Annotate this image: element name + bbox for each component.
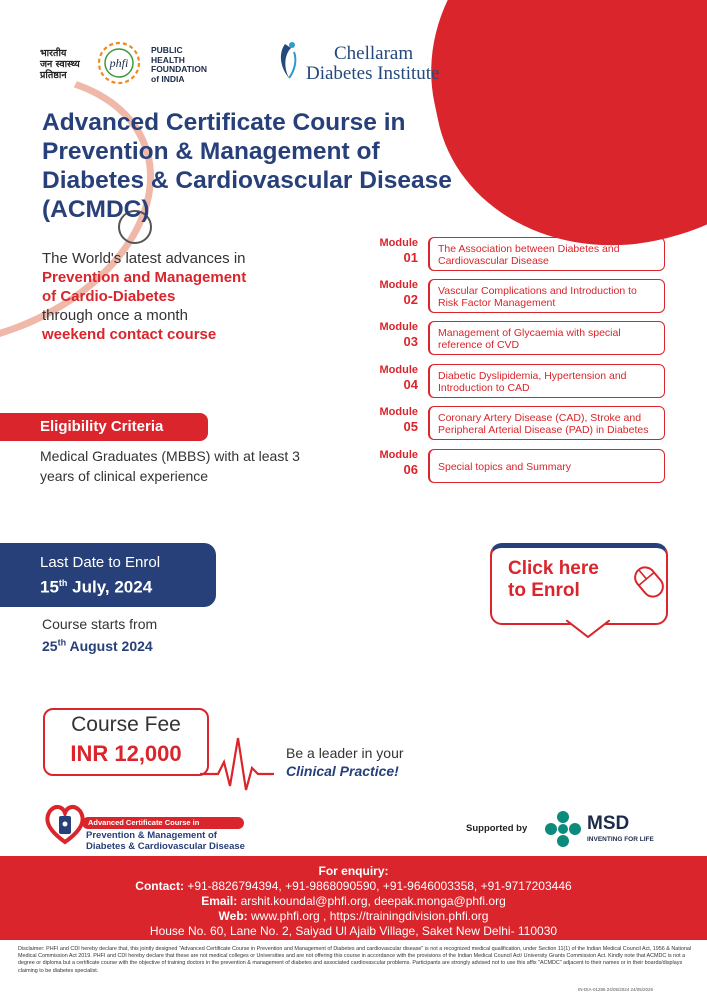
course-title: Advanced Certificate Course in Prevention & Management of Diabetes & Cardiovascular Disease (ACMDC) xyxy=(42,109,452,223)
module-label: Module 02 xyxy=(379,279,418,307)
last-date-banner: Last Date to Enrol 15th July, 2024 xyxy=(0,543,216,607)
module-label: Module 03 xyxy=(379,321,418,349)
course-start-date: Course starts from 25th August 2024 xyxy=(42,616,158,654)
phfi-logo-text: PUBLIC HEALTH FOUNDATION of INDIA xyxy=(151,45,208,84)
msd-logo-text: MSD xyxy=(587,813,630,834)
fee-label: Course Fee xyxy=(71,713,181,736)
phfi-hindi-logo-text: भारतीय जन स्वास्थ्य प्रतिष्ठान xyxy=(40,48,80,81)
eligibility-heading: Eligibility Criteria xyxy=(0,413,208,441)
enrol-button-label[interactable]: Click here to Enrol xyxy=(508,558,599,601)
module-description: Vascular Complications and Introduction to Risk Factor Management xyxy=(428,279,665,313)
contact-numbers: +91-8826794394, +91-9868090590, +91-9646003358, +91-9717203446 xyxy=(187,879,572,893)
cdi-logo-icon xyxy=(277,40,301,82)
module-description: The Association between Diabetes and Cardiovascular Disease xyxy=(428,237,665,271)
course-fee-box xyxy=(43,708,209,776)
module-label: Module 01 xyxy=(379,237,418,265)
disclaimer-text: Disclaimer: PHFI and CDI hereby declare that, this jointly designed "Advanced Certificate Course in Prevention and Management of Diabetes and cardiovascular disease" is not a recognized medical qualification, under Section 11(1) of the Indian Medical Council Act, 1956 & National Medical Commission Act 2019. PHFI and CDI hereby declare that these are not medical colleges or Universities and are not offering this course in accordance with the provisions of the Indian Medical Council Act/ University Grants Commission Act. Kindly note that ACMDC is not a degree or diploma but a certificate course with the objective of training doctors in the prevention & management of diabetes and associated cardiovascular problems. Participants are strongly advised not to use this affix "ACMDC" adjacent to their names or in their boards/displays claiming to be diabetes specialist. xyxy=(18,946,692,974)
acmdc-logo-pill: Advanced Certificate Course in xyxy=(82,817,244,829)
module-description: Diabetic Dyslipidemia, Hypertension and Introduction to CAD xyxy=(428,364,665,398)
enquiry-footer: For enquiry: Contact: +91-8826794394, +91-9868090590, +91-9646003358, +91-9717203446 Email: arshit.koundal@phfi.org, deepak.monga@phfi.org Web: www.phfi.org , https://trainingdivision.phfi.org House No. 60, Lane No. 2, Saiyad Ul Ajaib Village, Saket New Delhi- 110030 xyxy=(0,856,707,940)
phfi-logo-icon xyxy=(94,38,144,88)
cdi-logo-text: Chellaram Diabetes Institute xyxy=(306,43,440,84)
leader-slogan: Be a leader in your Clinical Practice! xyxy=(286,745,404,779)
module-label: Module 05 xyxy=(379,406,418,434)
heartbeat-line-icon xyxy=(200,734,300,794)
website-links[interactable]: www.phfi.org , https://trainingdivision.phfi.org xyxy=(251,909,489,923)
speech-pointer-icon xyxy=(566,620,610,638)
msd-tagline: INVENTING FOR LIFE xyxy=(587,836,654,843)
address: House No. 60, Lane No. 2, Saiyad Ul Ajaib Village, Saket New Delhi- 110030 xyxy=(149,924,558,938)
eligibility-text: Medical Graduates (MBBS) with at least 3 years of clinical experience xyxy=(40,448,300,484)
module-description: Special topics and Summary xyxy=(428,449,665,483)
tagline: The World's latest advances in Prevention and Management of Cardio-Diabetes through once a month weekend contact course xyxy=(42,250,247,343)
module-description: Coronary Artery Disease (CAD), Stroke and Peripheral Arterial Disease (PAD) in Diabetes xyxy=(428,406,665,440)
document-code: IN-DIA-01286 24/05/2024 24/05/2026 xyxy=(578,987,654,992)
module-label: Module 06 xyxy=(379,449,418,477)
acmdc-logo-text: Prevention & Management of Diabetes & Cardiovascular Disease xyxy=(86,830,245,852)
msd-logo-icon xyxy=(544,810,582,848)
contact-emails[interactable]: arshit.koundal@phfi.org, deepak.monga@phfi.org xyxy=(240,894,506,908)
module-description: Management of Glycaemia with special reference of CVD xyxy=(428,321,665,355)
module-label: Module 04 xyxy=(379,364,418,392)
svg-text:phfi: phfi xyxy=(109,56,129,70)
mouse-icon xyxy=(627,560,671,604)
fee-amount: INR 12,000 xyxy=(70,741,182,766)
supported-by-label: Supported by xyxy=(466,823,528,834)
